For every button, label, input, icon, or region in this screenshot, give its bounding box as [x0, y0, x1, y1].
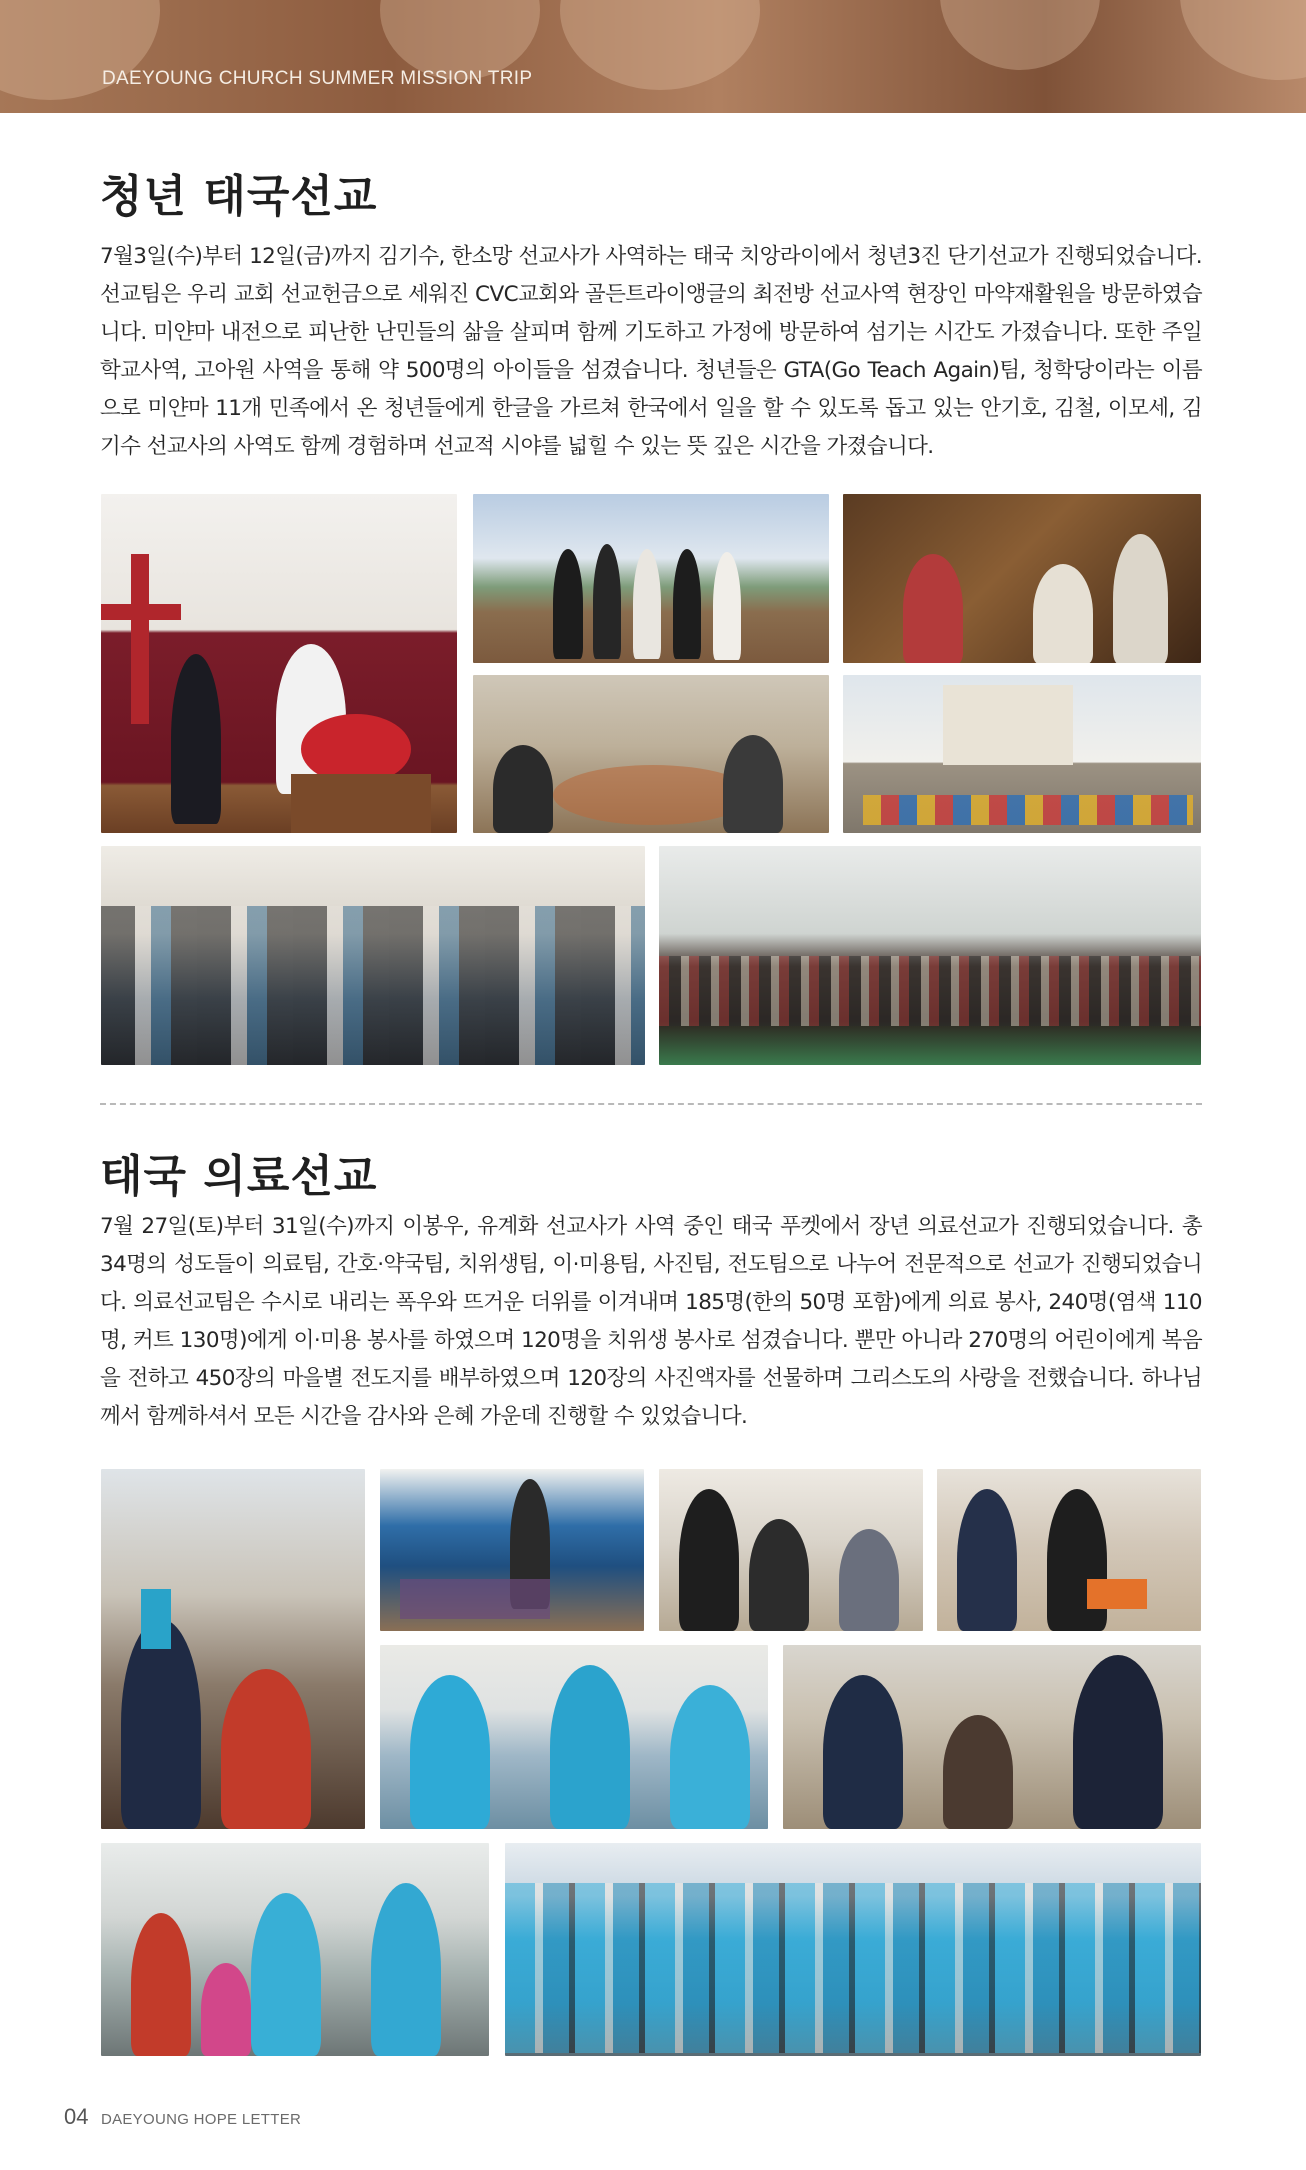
header-title: DAEYOUNG CHURCH SUMMER MISSION TRIP	[102, 68, 533, 89]
photo-blue-shirts-care	[380, 1645, 768, 1829]
photo-child-treatment	[783, 1645, 1201, 1829]
photo-village-kids	[101, 1843, 489, 2056]
photo-refugee-visit	[473, 675, 829, 833]
section-text-youth-mission: 7월3일(수)부터 12일(금)까지 김기수, 한소망 선교사가 사역하는 태국 치앙라이에서 청년3진 단기선교가 진행되었습니다. 선교팀은 우리 교회 선교헌금으로 세워진 CVC교회와 골든트라이앵글의 최전방 선교사역 현장인 마약재활원을 방문하였습니다. 미얀마 내전으로 피난한 난민들의 삶을 살피며 함께 기도하고 가정에 방문하여 섬기는 시간도 가졌습니다. 또한 주일학교사역, 고아원 사역을 통해 약 500명의 아이들을 섬겼습니다. 청년들은 GTA(Go Teach Again)팀, 청학당이라는 이름으로 미얀마 11개 민족에서 온 청년들에게 한글을 가르쳐 한국에서 일을 할 수 있도록 돕고 있는 안기호, 김철, 이모세, 김기수 선교사의 사역도 함께 경험하며 선교적 시야를 넓힐 수 있는 뜻 깊은 시간을 가졌습니다.	[100, 244, 1202, 459]
section-text-medical-mission: 7월 27일(토)부터 31일(수)까지 이봉우, 유계화 선교사가 사역 중인 태국 푸켓에서 장년 의료선교가 진행되었습니다. 총 34명의 성도들이 의료팀, 간호·약국팀, 치위생팀, 이·미용팀, 사진팀, 전도팀으로 나누어 전문적으로 선교가 진행되었습니다. 의료선교팀은 수시로 내리는 폭우와 뜨거운 더위를 이겨내며 185명(한의 50명 포함)에게 의료 봉사, 240명(염색 110명, 커트 130명)에게 이·미용 봉사를 하였으며 120명을 치위생 봉사로 섬겼습니다. 뿐만 아니라 270명의 어린이에게 복음을 전하고 450장의 마을별 전도지를 배부하였으며 120장의 사진액자를 선물하며 그리스도의 사랑을 전했습니다. 하나님께서 함께하셔서 모든 시간을 감사와 은혜 가운데 진행할 수 있었습니다.	[100, 1214, 1202, 1429]
photo-group-blue	[505, 1843, 1201, 2056]
photo-river-viewpoint	[473, 494, 829, 663]
section-divider	[100, 1103, 1202, 1105]
photo-medical-table	[937, 1469, 1201, 1631]
section-title-medical-mission: 태국 의료선교	[100, 1151, 378, 1202]
photo-tent-clinic	[380, 1469, 644, 1631]
photo-church-pulpit	[101, 494, 457, 833]
page-number: 04	[64, 2104, 89, 2129]
section-title-youth-mission: 청년 태국선교	[100, 171, 378, 222]
photo-dental-check	[659, 1469, 923, 1631]
footer-label: DAEYOUNG HOPE LETTER	[100, 2111, 302, 2128]
photo-indoor-fellowship	[843, 494, 1201, 663]
header-band	[0, 0, 1306, 113]
photo-hall-crowd	[659, 846, 1201, 1065]
photo-kids-drawing	[101, 1469, 365, 1829]
photo-group-hearts	[101, 846, 645, 1065]
footer	[64, 2104, 301, 2130]
photo-school-yard	[843, 675, 1201, 833]
